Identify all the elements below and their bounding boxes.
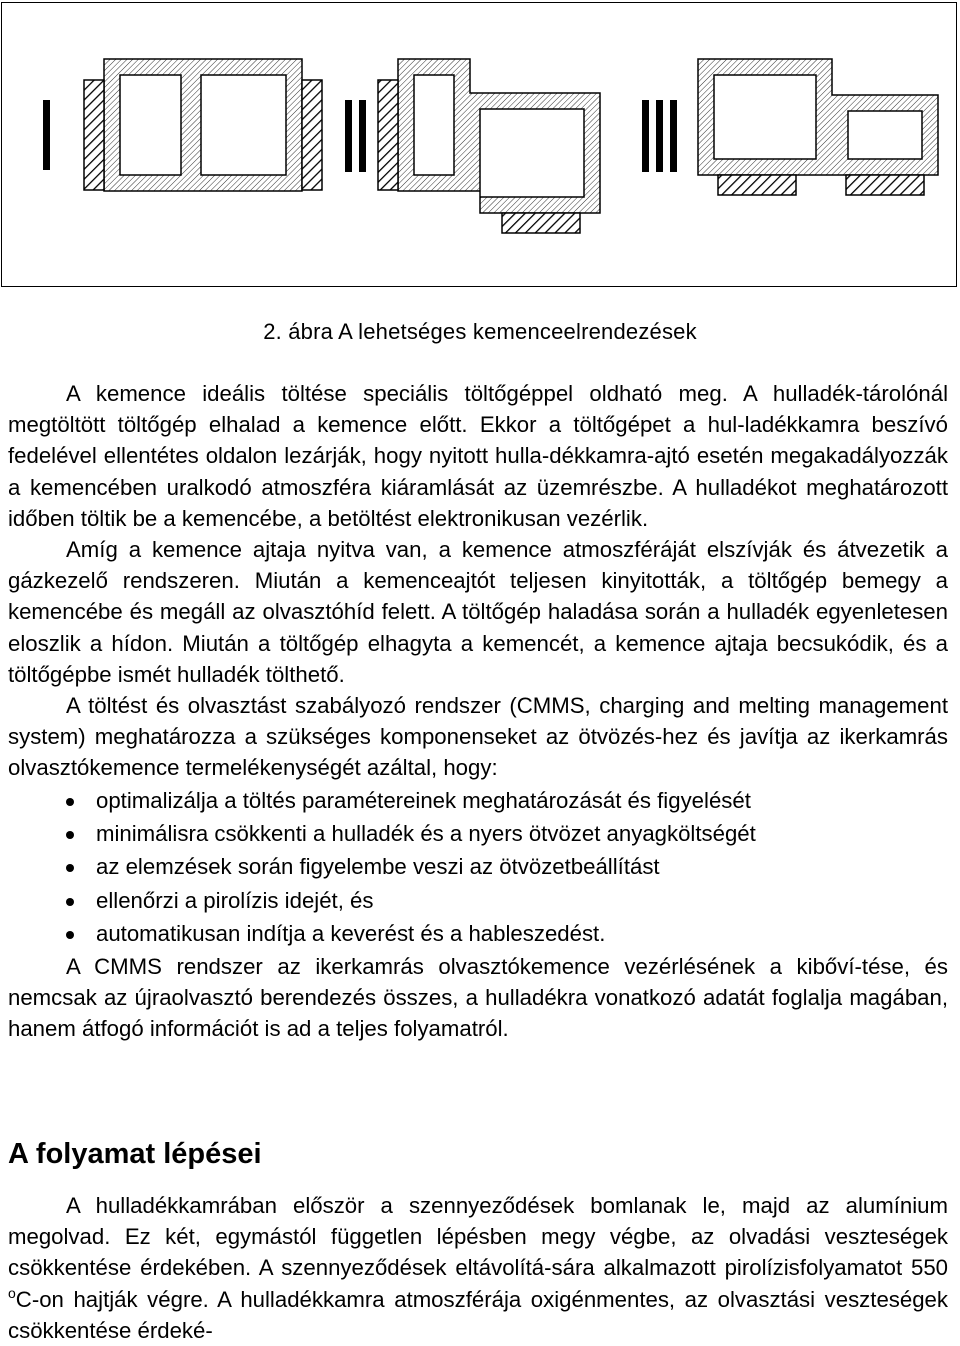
figure-frame <box>1 2 957 287</box>
body-text <box>8 378 948 1044</box>
paragraph-1: A kemence ideális töltése speciális töltőgéppel oldható meg. A hulladék-tárolónál megtöltött töltőgép elhalad a kemence előtt. Ekkor a töltőgépet a hul-ladékkamra beszívó fedelével ellentétes oldalon lezárják, hogy nyitott hulla-dékkamra-ajtó esetén megakadályozzák a kemencében uralkodó atmoszféra kiáramlását az üzemrészbe. A hulladékot meghatározott időben töltik be a kemencébe, a betöltést elektronikusan vezérlik. <box>8 381 948 531</box>
arrangement-I <box>84 59 322 191</box>
roman-numeral-II <box>345 100 366 172</box>
bullet-icon <box>66 831 74 839</box>
list-item: ellenőrzi a pirolízis idejét, és <box>8 884 948 917</box>
degree-superscript: o <box>8 1284 16 1301</box>
bullet-icon <box>66 931 74 939</box>
roman-numeral-I <box>43 100 50 170</box>
label-III: III <box>650 171 651 172</box>
list-item: minimálisra csökkenti a hulladék és a nyers ötvözet anyagköltségét <box>8 817 948 850</box>
arrangement-III <box>698 59 938 195</box>
paragraph-4: A CMMS rendszer az ikerkamrás olvasztókemence vezérlésének a kibőví-tése, és nemcsak az újraolvasztó berendezés összes, a hulladékra vonatkozó adatát foglalja magában, hanem átfogó információt is ad a teljes folyamatról. <box>8 953 948 1042</box>
paragraph-3: A töltést és olvasztást szabályozó rendszer (CMMS, charging and melting management system) meghatározza a szükséges komponenseket az ötvözés-hez és javítja az ikerkamrás olvasztókemence termelékenységét azáltal, hogy: <box>8 693 948 781</box>
bullet-icon <box>66 898 74 906</box>
roman-numeral-III <box>642 100 677 172</box>
furnace-arrangement-figure <box>2 3 958 288</box>
list-item: automatikusan indítja a keverést és a hableszedést. <box>8 917 948 950</box>
list-item: az elemzések során figyelembe veszi az ötvözetbeállítást <box>8 850 948 883</box>
figure-caption: 2. ábra A lehetséges kemenceelrendezések <box>263 319 697 344</box>
label-II: II <box>354 171 355 172</box>
paragraph-2: Amíg a kemence ajtaja nyitva van, a kemence atmoszféráját elszívják és átvezetik a gázkezelő rendszeren. Miután a kemenceajtót teljesen kinyitották, a töltőgép bemegy a kemencébe és megáll az olvasztóhíd felett. A töltőgép haladása során a hulladék egyenletesen eloszlik a hídon. Miután a töltőgép elhagyta a kemencét, a kemence ajtaja becsukódik, és a töltőgépbe ismét hulladék tölthető. <box>8 537 948 687</box>
section-body <box>8 1190 948 1346</box>
section-heading: A folyamat lépései <box>8 1138 262 1170</box>
bullet-list <box>8 784 948 951</box>
bullet-icon <box>66 798 74 806</box>
bullet-icon <box>66 864 74 872</box>
section-paragraph: A hulladékkamrában először a szennyeződések bomlanak le, majd az alumínium megolvad. Ez két, egymástól független lépésben megy végbe, az olvadási veszteségek csökkentése érdekében. A szennyeződések eltávolítá-sára alkalmazott pirolízisfolyamatot 550 $^o$C-on hajtják végre. A hulladékkamra atmoszférája oxigénmentes, az olvasztási veszteségek csökkentése érdeké- <box>8 1193 948 1343</box>
list-item: optimalizálja a töltés paramétereinek meghatározását és figyelését <box>8 784 948 817</box>
arrangement-II <box>378 59 600 233</box>
